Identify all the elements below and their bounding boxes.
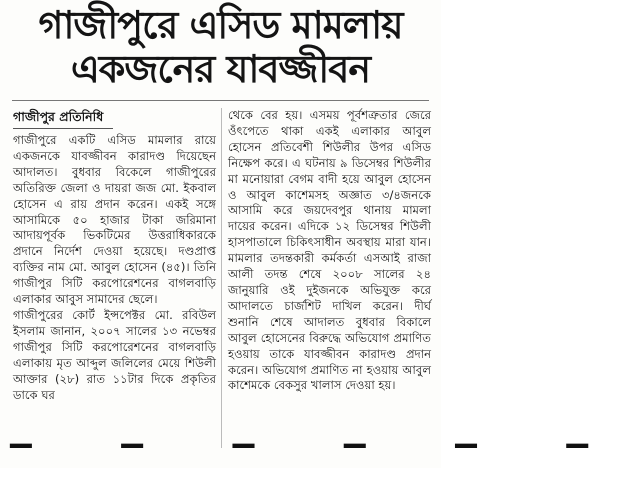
headline <box>0 3 441 91</box>
cropped-headline-fragment: ▔ ▔ ▔ ▔ ▔ ▔ <box>10 444 628 477</box>
next-article-headline-cropped <box>0 444 628 477</box>
headline-rule <box>12 100 429 101</box>
column-right <box>228 108 431 448</box>
byline: গাজীপুর প্রতিনিধি <box>13 108 113 129</box>
column-left <box>13 108 216 448</box>
headline-line-2: একজনের যাবজ্জীবন <box>70 47 371 91</box>
left-paragraph-1: গাজীপুরে একটি এসিড মামলার রায়ে একজনকে যাবজ্জীবন কারাদণ্ড দিয়েছেন আদালত। বুধবার বিকেলে গাজীপুরের অতিরিক্ত জেলা ও দায়রা জজ মো. ইকবাল হোসেন এ রায় প্রদান করেন। একই সঙ্গে আসামিকে ৫০ হাজার টাকা জরিমানা আদায়পূর্বক ভিকটিমের উত্তরাধিকারকে প্রদানে নির্দেশ দেওয়া হয়েছে। দণ্ডপ্রাপ্ত ব্যক্তির নাম মো. আবুল হোসেন (৪৫)। তিনি গাজীপুর সিটি করপোরেশনের বাগলবাড়ি এলাকার আবুস সামাদের ছেলে। <box>13 133 216 307</box>
headline-line-1: গাজীপুরে এসিড মামলায় <box>38 3 403 47</box>
left-paragraph-2: গাজীপুরের কোর্ট ইন্সপেক্টর মো. রবিউল ইসলাম জানান, ২০০৭ সালের ১৩ নভেম্বর গাজীপুর সিটি করপোরেশনের বাগলবাড়ি এলাকায় মৃত আব্দুল জলিলের মেয়ে শিউলী আক্তার (২৮) রাত ১১টার দিকে প্রকৃতির ডাকে ঘর <box>13 307 216 402</box>
right-paragraph-1: থেকে বের হয়। এসময় পূর্বশত্রুতার জেরে ওঁৎপেতে থাকা একই এলাকার আবুল হোসেন প্রতিবেশী শিউলীর উপর এসিড নিক্ষেপ করে। এ ঘটনায় ৯ ডিসেম্বর শিউলীর মা মনোয়ারা বেগম বাদী হয়ে আবুল হোসেন ও আবুল কাশেমসহ অজ্ঞাত ৩/৪জনকে আসামি করে জয়দেবপুর থানায় মামলা দায়ের করেন। এদিকে ১২ ডিসেম্বর শিউলী হাসপাতালে চিকিৎসাধীন অবস্থায় মারা যান। মামলার তদন্তকারী কর্মকর্তা এসআই রাজা আলী তদন্ত শেষে ২০০৮ সালের ২৪ জানুয়ারি ওই দুইজনকে অভিযুক্ত করে আদালতে চার্জশিট দাখিল করেন। দীর্ঘ শুনানি শেষে আদালত বুধবার বিকালে আবুল হোসেনের বিরুদ্ধে অভিযোগ প্রমাণিত হওয়ায় তাকে যাবজ্জীবন কারাদণ্ড প্রদান করেন। অভিযোগ প্রমাণিত না হওয়ায় আবুল কাশেমকে বেকসুর খালাস দেওয়া হয়। <box>228 108 431 393</box>
column-divider <box>221 108 222 448</box>
